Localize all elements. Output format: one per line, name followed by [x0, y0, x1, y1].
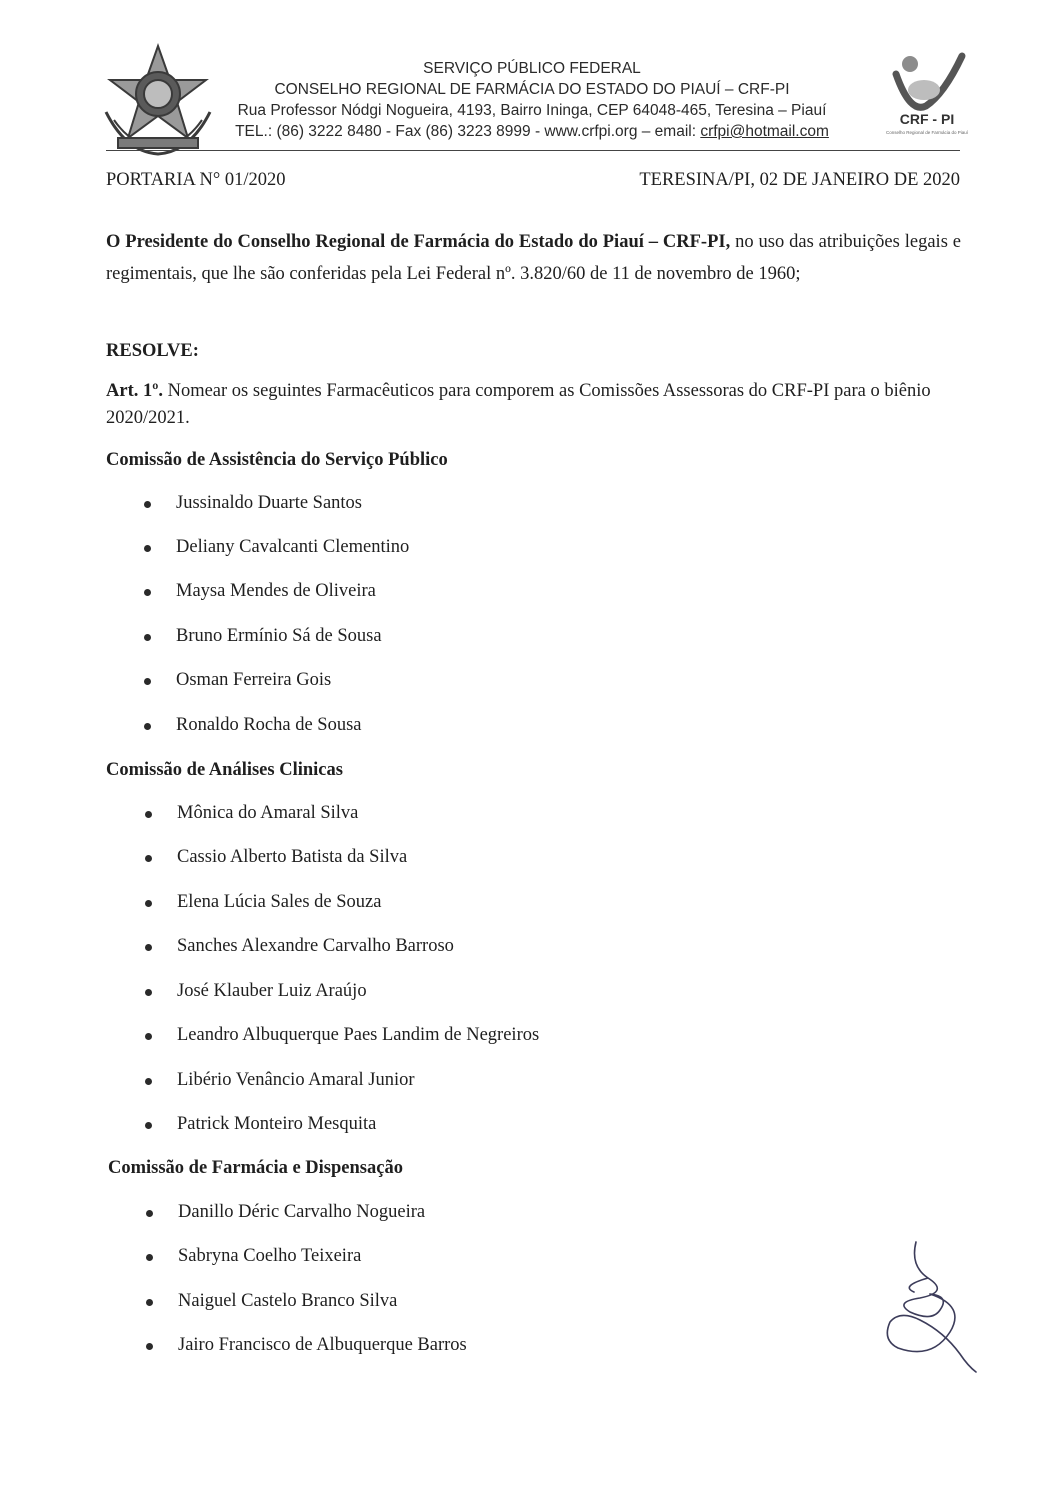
member-name: Jussinaldo Duarte Santos	[176, 493, 363, 513]
section-title: Comissão de Farmácia e Dispensação	[108, 1158, 403, 1178]
bullet-icon	[145, 1033, 152, 1040]
bullet-icon	[145, 1122, 152, 1129]
signature-initials-icon	[880, 1236, 980, 1376]
bullet-icon	[144, 723, 151, 730]
list-item	[177, 1114, 376, 1135]
member-name: Ronaldo Rocha de Sousa	[176, 715, 362, 735]
list-item	[176, 715, 362, 736]
member-name: Sanches Alexandre Carvalho Barroso	[177, 936, 454, 956]
bullet-icon	[145, 1078, 152, 1085]
member-name: Deliany Cavalcanti Clementino	[176, 537, 410, 557]
list-item	[177, 936, 454, 957]
bullet-icon	[144, 634, 151, 641]
article-paragraph	[106, 378, 961, 432]
list-item	[177, 847, 407, 868]
logo-text: CRF - PI	[899, 111, 955, 127]
intro-paragraph	[106, 226, 961, 290]
member-name: Libério Venâncio Amaral Junior	[177, 1070, 415, 1090]
header-divider	[106, 150, 960, 151]
member-name: Mônica do Amaral Silva	[177, 803, 359, 823]
list-item	[178, 1246, 361, 1267]
member-name: Cassio Alberto Batista da Silva	[177, 847, 408, 867]
list-item	[176, 493, 362, 514]
list-item	[177, 803, 358, 824]
list-item	[177, 981, 367, 1002]
member-name: Osman Ferreira Gois	[176, 670, 332, 690]
member-name: Leandro Albuquerque Paes Landim de Negreiros	[177, 1025, 540, 1045]
section-title: Comissão de Assistência do Serviço Público	[106, 450, 448, 470]
header-email-link[interactable]: crfpi@hotmail.com	[700, 123, 829, 140]
logo-subtext: Conselho Regional de Farmácia do Piauí	[885, 130, 969, 135]
header-line-service: SERVIÇO PÚBLICO FEDERAL	[423, 60, 641, 77]
member-name: José Klauber Luiz Araújo	[177, 981, 367, 1001]
list-item	[176, 537, 409, 558]
bullet-icon	[146, 1343, 153, 1350]
member-name: Sabryna Coelho Teixeira	[178, 1246, 362, 1266]
article-label: Art. 1º.	[106, 381, 163, 401]
bullet-icon	[145, 989, 152, 996]
intro-text: no uso das atribuições legais e regimentais, que lhe são conferidas pela Lei Federal nº. 3.820/60 de 11 de novembro de 1960;	[106, 232, 962, 284]
bullet-icon	[145, 811, 152, 818]
list-item	[178, 1202, 425, 1223]
bullet-icon	[144, 678, 151, 685]
bullet-icon	[146, 1299, 153, 1306]
list-item	[177, 1070, 415, 1091]
list-item	[177, 1025, 539, 1046]
list-item	[176, 670, 331, 691]
bullet-icon	[145, 855, 152, 862]
header-line-contact	[222, 121, 842, 142]
bullet-icon	[145, 900, 152, 907]
document-number: PORTARIA N° 01/2020	[106, 170, 286, 190]
list-item	[176, 581, 376, 602]
list-item	[178, 1335, 467, 1356]
header-line-address: Rua Professor Nódgi Nogueira, 4193, Bairro Ininga, CEP 64048-465, Teresina – Piauí	[237, 102, 827, 119]
member-name: Maysa Mendes de Oliveira	[176, 581, 376, 601]
list-item	[177, 892, 381, 913]
intro-bold: O Presidente do Conselho Regional de Farmácia do Estado do Piauí – CRF-PI,	[106, 232, 731, 252]
bullet-icon	[146, 1210, 153, 1217]
bullet-icon	[146, 1254, 153, 1261]
member-name: Bruno Ermínio Sá de Sousa	[176, 626, 382, 646]
bullet-icon	[144, 589, 151, 596]
bullet-icon	[145, 944, 152, 951]
resolve-heading: RESOLVE:	[106, 341, 199, 361]
article-text: Nomear os seguintes Farmacêuticos para comporem as Comissões Assessoras do CRF-PI para o biênio 2020/2021.	[106, 381, 931, 428]
member-name: Elena Lúcia Sales de Souza	[177, 892, 382, 912]
header-contact-text: TEL.: (86) 3222 8480 - Fax (86) 3223 8999 - www.crfpi.org – email:	[235, 123, 701, 140]
bullet-icon	[144, 501, 151, 508]
member-name: Naiguel Castelo Branco Silva	[178, 1291, 398, 1311]
section-title: Comissão de Análises Clinicas	[106, 760, 343, 780]
list-item	[176, 626, 382, 647]
letterhead	[222, 58, 842, 142]
list-item	[178, 1291, 397, 1312]
document-date: TERESINA/PI, 02 DE JANEIRO DE 2020	[639, 170, 960, 190]
crf-pi-logo-icon	[882, 50, 972, 140]
header-line-council: CONSELHO REGIONAL DE FARMÁCIA DO ESTADO DO PIAUÍ – CRF-PI	[274, 81, 790, 98]
member-name: Jairo Francisco de Albuquerque Barros	[178, 1335, 467, 1355]
bullet-icon	[144, 545, 151, 552]
member-name: Danillo Déric Carvalho Nogueira	[178, 1202, 426, 1222]
member-name: Patrick Monteiro Mesquita	[177, 1114, 377, 1134]
brazil-coat-of-arms-icon	[96, 42, 220, 160]
